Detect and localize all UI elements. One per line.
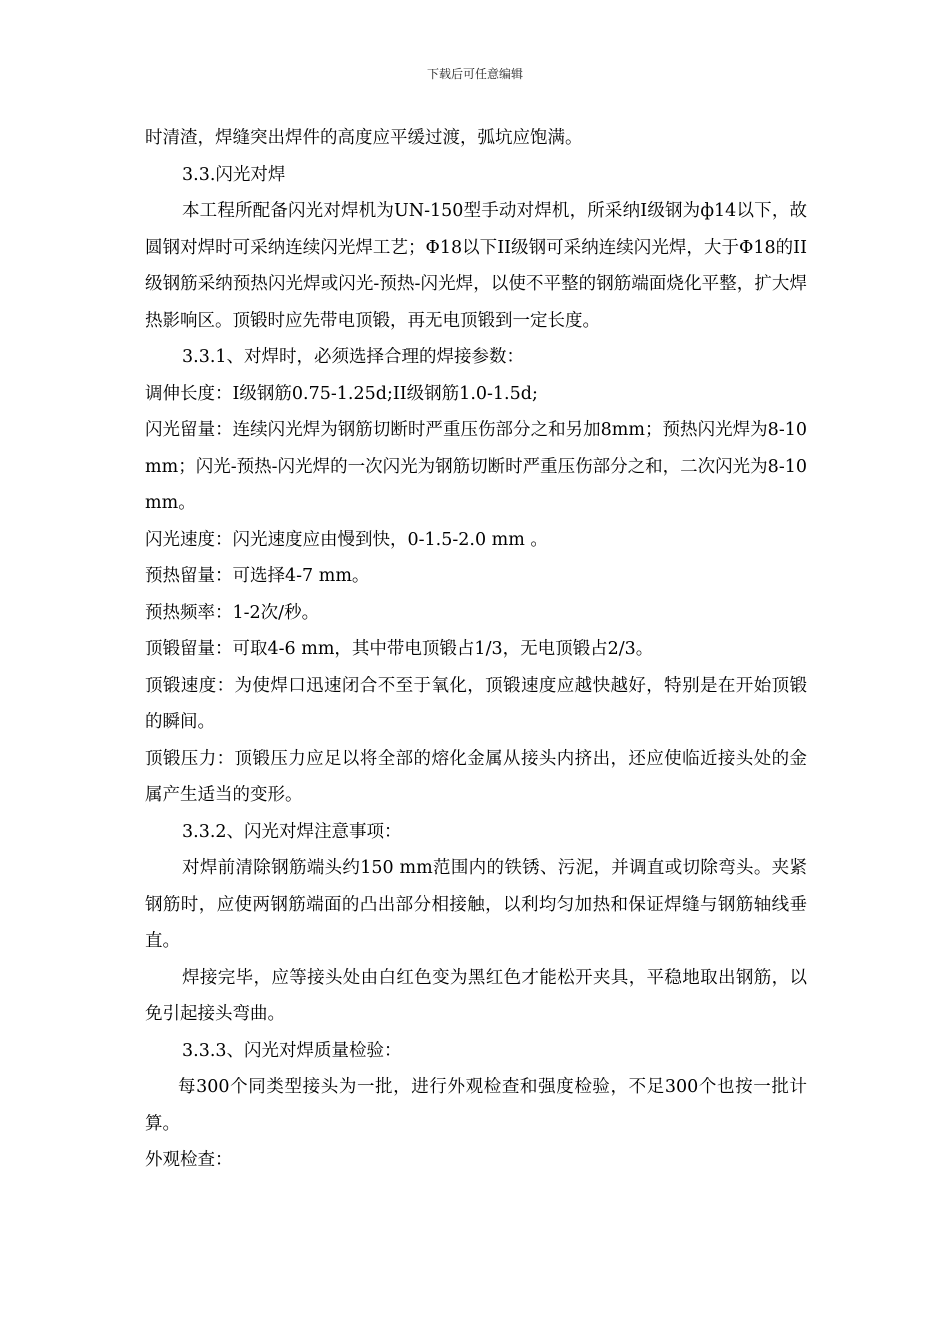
paragraph-welding-continuation: 时清渣，焊缝突出焊件的高度应平缓过渡，弧坑应饱满。 — [145, 128, 583, 148]
param-preheat-frequency: 预热频率：1-2次/秒。 — [145, 602, 320, 623]
paragraph-equipment: 本工程所配备闪光对焊机为UN-150型手动对焊机，所采纳I级钢为ф14以下，故圆钢对焊时可采纳连续闪光焊工艺；Φ18以下II级钢可采纳连续闪光焊，大于Φ18的II级钢筋采纳预热闪光焊或闪光-预热-闪光焊，以使不平整的钢筋端面烧化平整，扩大焊热影响区。顶锻时应先带电顶锻，再无电顶锻到一定长度。 — [145, 201, 807, 331]
param-upset-speed: 顶锻速度：为使焊口迅速闭合不至于氧化，顶锻速度应越快越好，特别是在开始顶锻的瞬间。 — [145, 675, 807, 732]
paragraph-visual-inspection: 外观检查： — [145, 1150, 233, 1170]
page-header: 下载后可任意编辑 — [426, 67, 523, 81]
subsection-heading-precautions: 3.3.2、闪光对焊注意事项： — [182, 821, 402, 842]
subsection-heading-parameters: 3.3.1、对焊时，必须选择合理的焊接参数： — [182, 347, 525, 367]
param-flash-speed: 闪光速度：闪光速度应由慢到快，0-1.5-2.0 mm 。 — [145, 529, 548, 550]
param-extension-length: 调伸长度：I级钢筋0.75-1.25d;II级钢筋1.0-1.5d; — [145, 383, 538, 404]
section-heading-flash-butt-welding: 3.3.闪光对焊 — [182, 164, 286, 185]
paragraph-precaution-cleaning: 对焊前清除钢筋端头约150 mm范围内的铁锈、污泥，并调直或切除弯头。夹紧钢筋时，应使两钢筋端面的凸出部分相接触，以利均匀加热和保证焊缝与钢筋轴线垂直。 — [145, 858, 807, 951]
param-upset-allowance: 顶锻留量：可取4-6 mm，其中带电顶锻占1/3，无电顶锻占2/3。 — [145, 639, 654, 659]
subsection-heading-quality-inspection: 3.3.3、闪光对焊质量检验： — [182, 1040, 402, 1061]
paragraph-precaution-release: 焊接完毕，应等接头处由白红色变为黑红色才能松开夹具，平稳地取出钢筋，以免引起接头弯曲。 — [145, 967, 807, 1024]
param-upset-pressure: 顶锻压力：顶锻压力应足以将全部的熔化金属从接头内挤出，还应使临近接头处的金属产生适当的变形。 — [145, 748, 807, 805]
paragraph-batch-inspection: 每300个同类型接头为一批，进行外观检查和强度检验，不足300个也按一批计算。 — [145, 1077, 807, 1134]
param-flash-allowance: 闪光留量：连续闪光焊为钢筋切断时严重压伤部分之和另加8mm；预热闪光焊为8-10mm；闪光-预热-闪光焊的一次闪光为钢筋切断时严重压伤部分之和，二次闪光为8-10mm。 — [145, 420, 807, 513]
document-body — [145, 120, 807, 1179]
param-preheat-allowance: 预热留量：可选择4-7 mm。 — [145, 566, 370, 586]
